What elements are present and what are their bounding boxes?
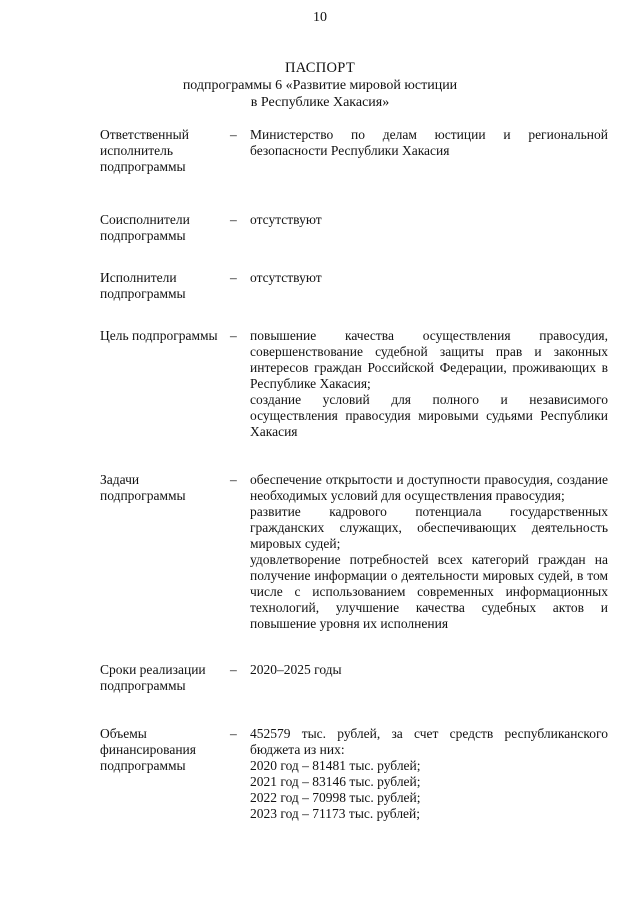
row-dash: –	[230, 662, 237, 677]
passport-row-executors	[100, 270, 608, 302]
row-content-paragraph: отсутствуют	[250, 270, 322, 285]
row-content-paragraph: 2021 год – 83146 тыс. рублей;	[250, 774, 421, 789]
row-dash: –	[230, 212, 237, 227]
row-dash: –	[230, 472, 237, 487]
document-title: ПАСПОРТ	[284, 60, 356, 76]
page-number: 10	[313, 10, 327, 25]
row-content	[250, 328, 608, 440]
row-content-paragraph: удовлетворение потребностей всех категорий граждан на получение информации о деятельности мировых судей, в том числе с использованием современных информационных технологий, улучшение качества судебных актов и повышение уровня их исполнения	[250, 552, 608, 631]
passport-row-goal	[100, 328, 608, 440]
row-label-line: подпрограммы	[100, 159, 186, 174]
row-dash: –	[230, 328, 237, 343]
row-content-paragraph: 2020 год – 81481 тыс. рублей;	[250, 758, 421, 773]
row-content-paragraph: развитие кадрового потенциала государственных гражданских служащих, обеспечивающих деятельность мировых судей;	[250, 504, 608, 551]
row-dash: –	[230, 127, 237, 142]
row-content-paragraph: 2023 год – 71173 тыс. рублей;	[250, 806, 421, 821]
row-content	[250, 127, 608, 159]
row-label-line: финансирования	[100, 742, 196, 757]
row-content-paragraph: Министерство по делам юстиции и региональной безопасности Республики Хакасия	[250, 127, 608, 158]
row-content	[250, 212, 608, 228]
row-label-line: подпрограммы	[100, 758, 186, 773]
row-label-line: Соисполнители	[100, 212, 190, 227]
row-content-paragraph: обеспечение открытости и доступности правосудия, создание необходимых условий для осуществления правосудия;	[250, 472, 608, 503]
row-content	[250, 662, 608, 678]
passport-row-financing	[100, 726, 608, 822]
row-content	[250, 472, 608, 632]
row-content	[250, 726, 608, 822]
row-label-line: подпрограммы	[100, 286, 186, 301]
row-content-paragraph: создание условий для полного и независимого осуществления правосудия мировыми судьями Республики Хакасия	[250, 392, 608, 439]
row-content-paragraph: 2022 год – 70998 тыс. рублей;	[250, 790, 421, 805]
row-label-line: подпрограммы	[100, 488, 186, 503]
row-label	[100, 328, 230, 344]
passport-row-co-executors	[100, 212, 608, 244]
row-content-paragraph: 2020–2025 годы	[250, 662, 342, 677]
row-label-line: Сроки реализации	[100, 662, 206, 677]
row-label-line: Задачи	[100, 472, 140, 487]
row-label-line: Ответственный	[100, 127, 189, 142]
row-content-paragraph: повышение качества осуществления правосудия, совершенствование судебной защиты прав и законных интересов граждан Российской Федерации, проживающих в Республике Хакасия;	[250, 328, 608, 391]
row-label	[100, 270, 230, 302]
row-label-line: Цель подпрограммы	[100, 328, 218, 343]
document-subtitle-line1: подпрограммы 6 «Развитие мировой юстиции	[182, 78, 458, 93]
passport-table	[100, 127, 608, 822]
row-label-line: подпрограммы	[100, 228, 186, 243]
document-heading	[0, 60, 640, 111]
row-label	[100, 662, 230, 694]
row-label-line: исполнитель	[100, 143, 173, 158]
passport-row-implementation-period	[100, 662, 608, 694]
row-label	[100, 127, 230, 175]
row-label	[100, 472, 230, 504]
row-label-line: Исполнители	[100, 270, 177, 285]
passport-row-responsible-executor	[100, 127, 608, 175]
row-content-paragraph: отсутствуют	[250, 212, 322, 227]
passport-row-tasks	[100, 472, 608, 632]
row-label-line: Объемы	[100, 726, 147, 741]
row-label-line: подпрограммы	[100, 678, 186, 693]
row-dash: –	[230, 726, 237, 741]
row-content-paragraph: 452579 тыс. рублей, за счет средств республиканского бюджета из них:	[250, 726, 608, 757]
row-label	[100, 212, 230, 244]
row-dash: –	[230, 270, 237, 285]
document-subtitle-line2: в Республике Хакасия»	[250, 95, 390, 110]
row-content	[250, 270, 608, 286]
row-label	[100, 726, 230, 774]
